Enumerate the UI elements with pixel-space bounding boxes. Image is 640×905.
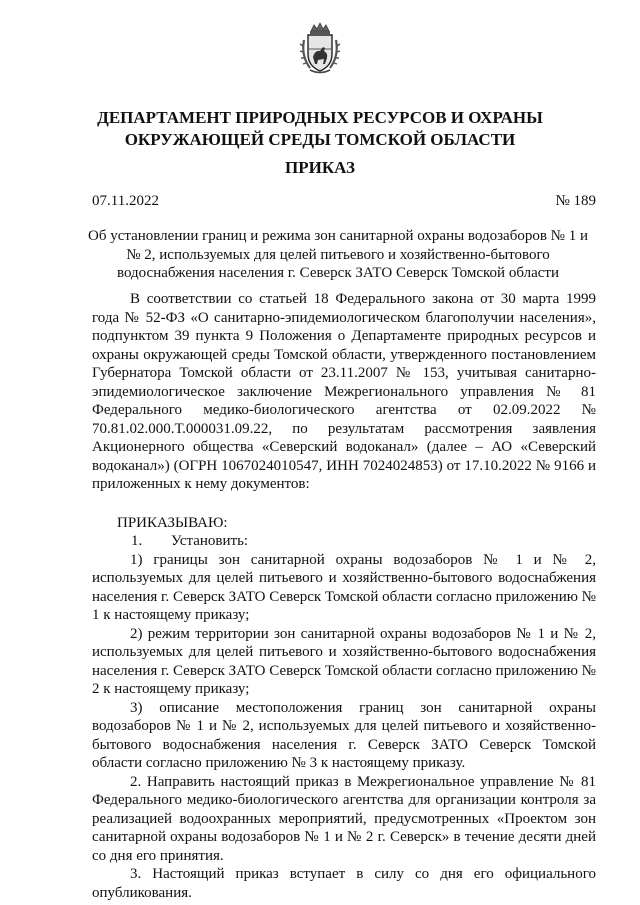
item-1-number: 1.	[131, 533, 143, 549]
subitem-2: 2) режим территории зон санитарной охраны водозаборов № 1 и № 2, используемых для целей питьевого и хозяйственно-бытового водоснабжения населения г. Северск ЗАТО Северск Томской области согласно приложению № 2 к настоящему приказу;	[92, 625, 596, 697]
item-2: 2. Направить настоящий приказ в Межрегиональное управление № 81 Федерального медико-биологического агентства для организации контроля за реализацией водоохранных мероприятий, предусмотренных «Проектом зон санитарной охраны водозаборов № 1 и № 2 г. Северск» в течение десяти дней со дня его принятия.	[92, 773, 596, 864]
order-title: ПРИКАЗ	[285, 158, 355, 177]
coat-of-arms-emblem	[298, 22, 342, 76]
order-subject: Об установлении границ и режима зон санитарной охраны водозаборов № 1 и № 2, используемых для целей питьевого и хозяйственно-бытового водоснабжения населения г. Северск ЗАТО Северск Томской области	[88, 228, 588, 281]
item-3: 3. Настоящий приказ вступает в силу со дня его официального опубликования.	[92, 866, 596, 901]
item-1	[92, 532, 596, 551]
item-1-text: Установить:	[171, 533, 249, 549]
order-number: № 189	[555, 193, 596, 209]
subitem-1: 1) границы зон санитарной охраны водозаборов № 1 и № 2, используемых для целей питьевого и хозяйственно-бытового водоснабжения населения г. Северск ЗАТО Северск Томской области согласно приложению № 1 к настоящему приказу;	[92, 551, 596, 623]
subitem-3: 3) описание местоположения границ зон санитарной охраны водозаборов № 1 и № 2, используемых для целей питьевого и хозяйственно-бытового водоснабжения населения г. Северск ЗАТО Северск Томской области согласно приложению № 3 к настоящему приказу.	[92, 699, 596, 771]
preamble-paragraph: В соответствии со статьей 18 Федерального закона от 30 марта 1999 года № 52-ФЗ «О санитарно-эпидемиологическом благополучии населения», подпунктом 39 пункта 9 Положения о Департаменте природных ресурсов и охраны окружающей среды Томской области, утвержденного постановлением Губернатора Томской области от 23.11.2007 № 153, учитывая санитарно-эпидемиологическое заключение Межрегионального управления № 81 Федерального медико-биологического агентства от 02.09.2022 № 70.81.02.000.Т.000031.09.22, по результатам рассмотрения заявления Акционерного общества «Северский водоканал» (далее – АО «Северский водоканал») (ОГРН 1067024010547, ИНН 7024024853) от 17.10.2022 № 9166 и приложенных к нему документов:	[92, 291, 596, 492]
department-name: ДЕПАРТАМЕНТ ПРИРОДНЫХ РЕСУРСОВ И ОХРАНЫ ОКРУЖАЮЩЕЙ СРЕДЫ ТОМСКОЙ ОБЛАСТИ	[97, 108, 543, 149]
order-date: 07.11.2022	[92, 193, 159, 209]
order-directive-word: ПРИКАЗЫВАЮ:	[117, 514, 228, 531]
order-body	[92, 290, 596, 902]
